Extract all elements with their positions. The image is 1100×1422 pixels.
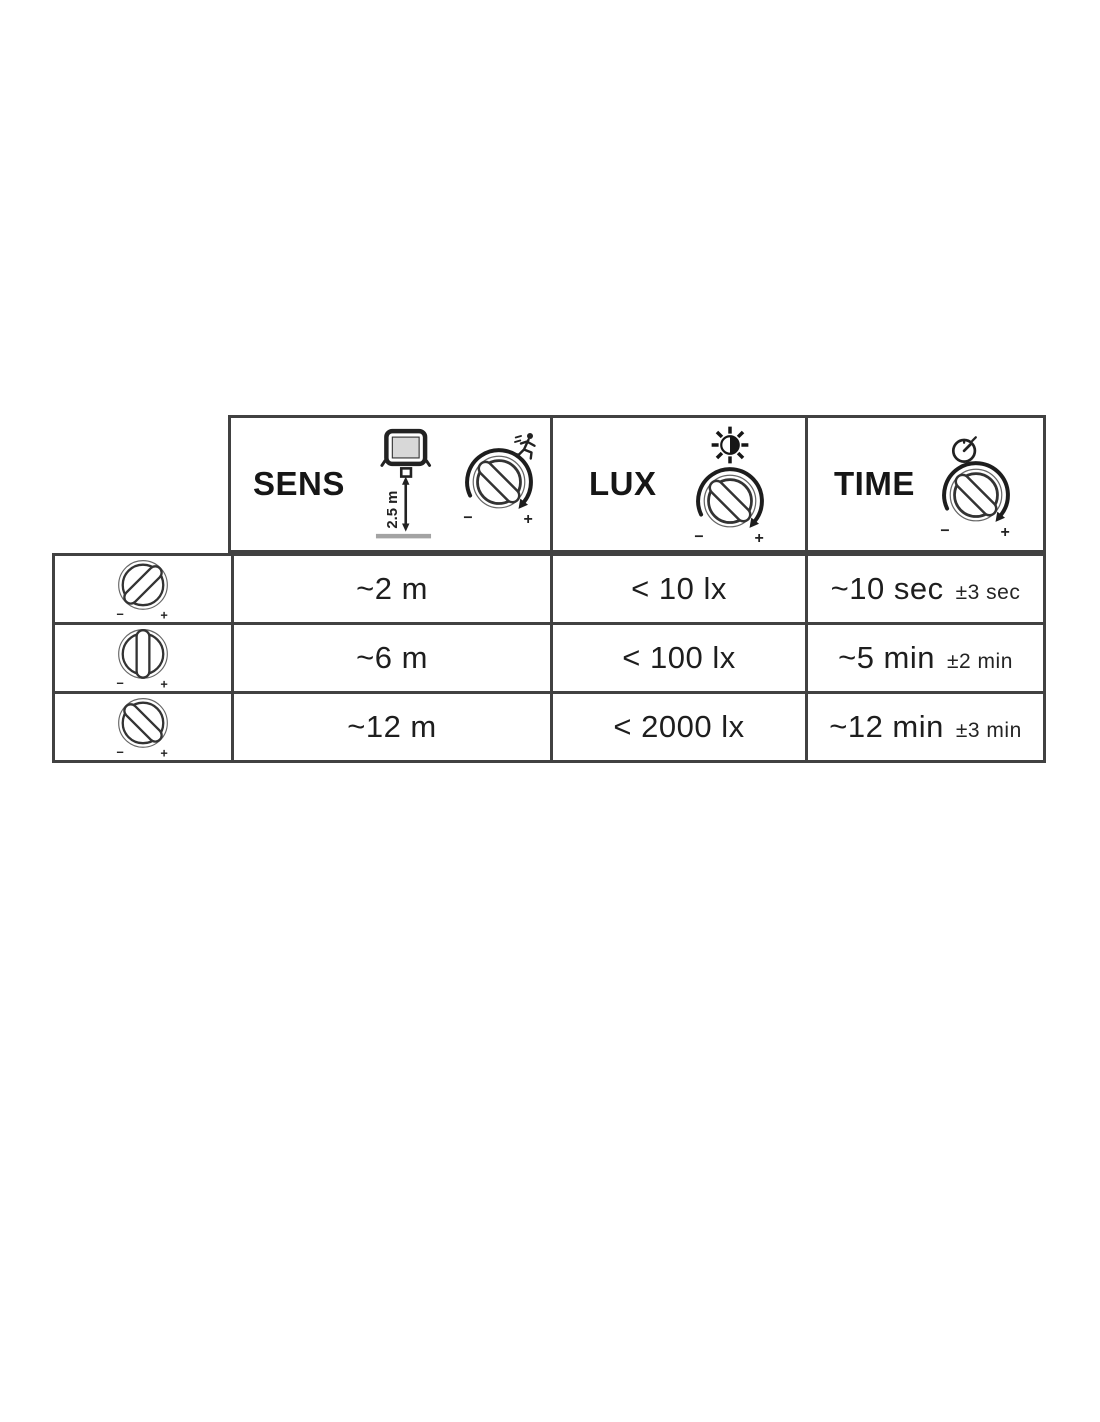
time-tolerance: ±3 min bbox=[955, 719, 1022, 742]
knob-plus-label: + bbox=[160, 607, 168, 622]
lux-value: < 100 lx bbox=[622, 640, 736, 675]
knob-plus-label: + bbox=[754, 529, 764, 544]
row2-knob-cell bbox=[55, 622, 231, 691]
time-value: ~5 min bbox=[838, 640, 936, 675]
knob-minus-label: − bbox=[463, 509, 473, 525]
sens-value: ~12 m bbox=[347, 709, 437, 744]
knob-minus-label: − bbox=[116, 744, 124, 760]
column-label-time: TIME bbox=[834, 465, 915, 502]
header-cell-lux bbox=[550, 418, 805, 550]
time-tolerance: ±2 min bbox=[947, 650, 1013, 673]
knob-plus-label: + bbox=[1000, 523, 1010, 538]
lux-rotary-knob-icon bbox=[693, 463, 767, 544]
row1-time-value-cell bbox=[805, 556, 1043, 622]
knob-position-max-icon bbox=[114, 694, 172, 760]
row1-lux-value-cell bbox=[550, 556, 805, 622]
knob-minus-label: − bbox=[940, 522, 950, 538]
knob-position-min-icon bbox=[114, 556, 172, 622]
row3-time-value-cell bbox=[805, 691, 1043, 760]
row1-knob-cell bbox=[55, 556, 231, 622]
knob-plus-label: + bbox=[160, 676, 168, 691]
row2-time-value-cell bbox=[805, 622, 1043, 691]
mount-height-label: 2.5 m bbox=[384, 490, 401, 529]
row3-sens-value-cell bbox=[231, 691, 550, 760]
knob-position-mid-icon bbox=[114, 625, 172, 691]
row3-lux-value-cell bbox=[550, 691, 805, 760]
lux-value: < 2000 lx bbox=[613, 709, 745, 744]
sensor-settings-table bbox=[52, 415, 1046, 763]
table-body bbox=[52, 553, 1046, 763]
knob-minus-label: − bbox=[116, 606, 124, 622]
lux-knob-group bbox=[693, 424, 767, 544]
row2-lux-value-cell bbox=[550, 622, 805, 691]
time-rotary-knob-icon bbox=[939, 457, 1013, 538]
knob-plus-label: + bbox=[160, 745, 168, 760]
sens-value: ~2 m bbox=[356, 571, 428, 606]
floodlight-mount-height-icon bbox=[370, 428, 437, 540]
table-header-row bbox=[228, 415, 1046, 553]
sun-icon bbox=[709, 424, 751, 466]
row3-knob-cell bbox=[55, 691, 231, 760]
time-knob-group bbox=[939, 431, 1013, 538]
column-label-lux: LUX bbox=[589, 465, 657, 502]
row2-sens-value-cell bbox=[231, 622, 550, 691]
time-value: ~12 min bbox=[829, 709, 944, 744]
knob-plus-label: + bbox=[523, 510, 533, 525]
knob-minus-label: − bbox=[116, 675, 124, 691]
time-value: ~10 sec bbox=[830, 571, 944, 606]
row1-sens-value-cell bbox=[231, 556, 550, 622]
header-cell-time bbox=[805, 418, 1043, 550]
knob-minus-label: − bbox=[694, 528, 704, 544]
lux-value: < 10 lx bbox=[631, 571, 727, 606]
running-person-icon bbox=[512, 430, 542, 460]
mount-bracket bbox=[401, 468, 411, 476]
sens-knob-group bbox=[462, 444, 536, 525]
column-label-sens: SENS bbox=[253, 465, 345, 502]
time-tolerance: ±3 sec bbox=[955, 581, 1021, 604]
sens-value: ~6 m bbox=[356, 640, 428, 675]
header-cell-sens bbox=[231, 418, 550, 550]
